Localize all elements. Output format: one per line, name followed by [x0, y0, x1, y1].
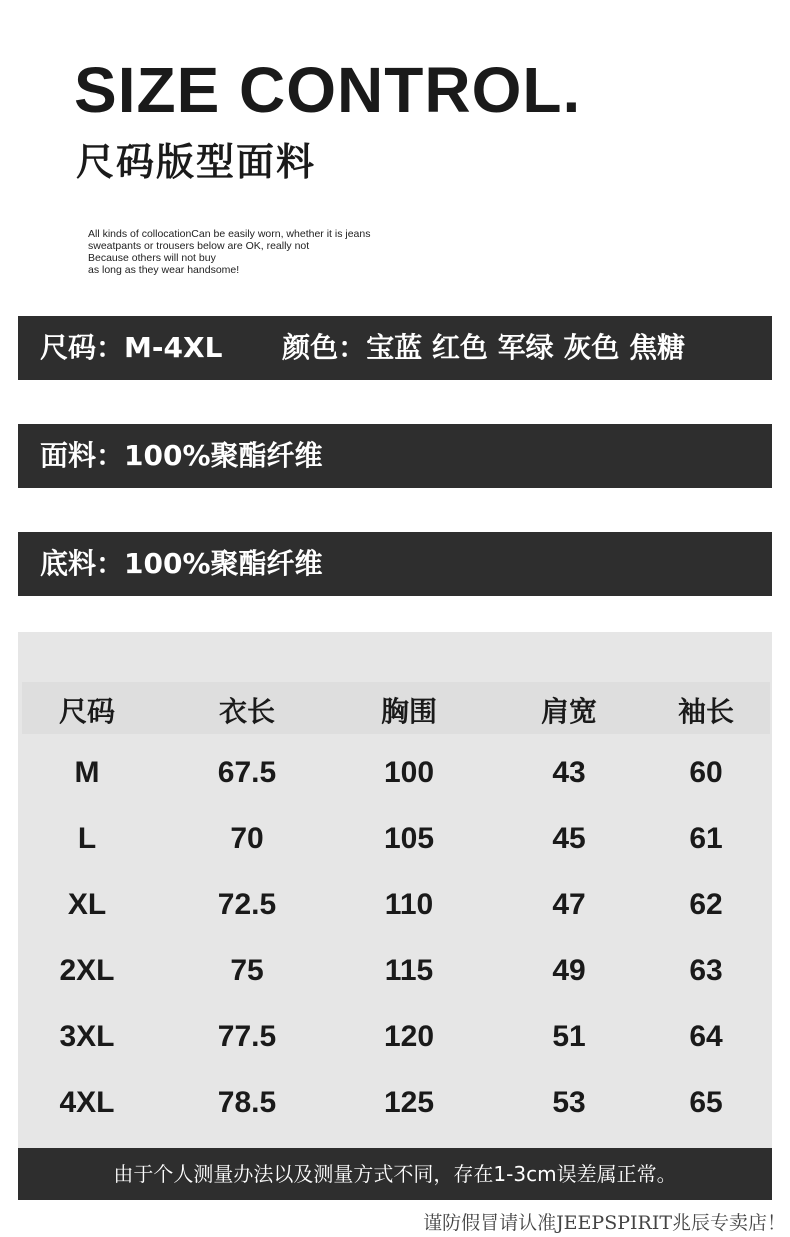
fabric-text: 面料：100%聚酯纤维 [40, 439, 323, 472]
table-cell: L [77, 822, 97, 855]
size-label: 尺码： [40, 331, 125, 364]
blurb-line: sweatpants or trousers below are OK, really not [88, 240, 310, 252]
table-header-cell: 袖长 [677, 695, 734, 728]
table-header-cell: 衣长 [218, 695, 275, 728]
table-cell: 3XL [59, 1020, 115, 1053]
table-header-cell: 肩宽 [540, 695, 597, 728]
table-cell: 115 [384, 954, 434, 987]
table-header-cell: 胸围 [380, 695, 437, 728]
intro-blurb [88, 228, 370, 276]
measurement-note: 由于个人测量办法以及测量方式不同，存在1-3cm误差属正常。 [18, 1148, 772, 1200]
table-cell: 4XL [59, 1086, 115, 1119]
table-cell: 49 [552, 954, 586, 987]
blurb-line: Because others will not buy [88, 252, 216, 264]
table-cell: 45 [552, 822, 586, 855]
table-cell: 100 [383, 756, 435, 789]
fabric-bar [18, 424, 772, 488]
table-cell: 53 [552, 1086, 586, 1119]
table-cell: 62 [689, 888, 723, 921]
table-cell: 110 [384, 888, 434, 921]
blurb-line: as long as they wear handsome! [88, 264, 240, 276]
table-cell: 70 [230, 822, 264, 855]
lining-text: 底料：100%聚酯纤维 [40, 547, 323, 580]
color-label: 颜色： [282, 331, 367, 364]
table-cell: 51 [552, 1020, 586, 1053]
table-cell: 2XL [59, 954, 115, 987]
table-cell: 72.5 [217, 888, 277, 921]
size-range: M-4XL [124, 331, 223, 364]
table-cell: 61 [689, 822, 723, 855]
page-subtitle: 尺码版型面料 [76, 140, 317, 184]
blurb-line: All kinds of collocationCan be easily worn, whether it is jeans [88, 228, 371, 240]
store-footer: 谨防假冒请认准JEEPSPIRIT兆辰专卖店！ [423, 1212, 786, 1234]
table-cell: 64 [689, 1020, 723, 1053]
table-cell: 60 [689, 756, 723, 789]
table-cell: 67.5 [217, 756, 277, 789]
table-cell: 47 [552, 888, 586, 921]
table-cell: 43 [552, 756, 586, 789]
table-cell: 105 [383, 822, 435, 855]
table-cell: 77.5 [217, 1020, 277, 1053]
table-cell: 75 [230, 954, 264, 987]
page-title: SIZE CONTROL. [74, 54, 582, 126]
size-color-bar [18, 316, 772, 380]
table-cell: M [74, 756, 100, 789]
table-cell: 120 [383, 1020, 435, 1053]
table-cell: XL [67, 888, 107, 921]
table-cell: 125 [383, 1086, 435, 1119]
table-cell: 78.5 [217, 1086, 277, 1119]
table-cell: 65 [689, 1086, 723, 1119]
color-options: 宝蓝 红色 军绿 灰色 焦糖 [366, 331, 686, 364]
table-cell: 63 [689, 954, 723, 987]
table-header-cell: 尺码 [58, 695, 115, 728]
lining-bar [18, 532, 772, 596]
